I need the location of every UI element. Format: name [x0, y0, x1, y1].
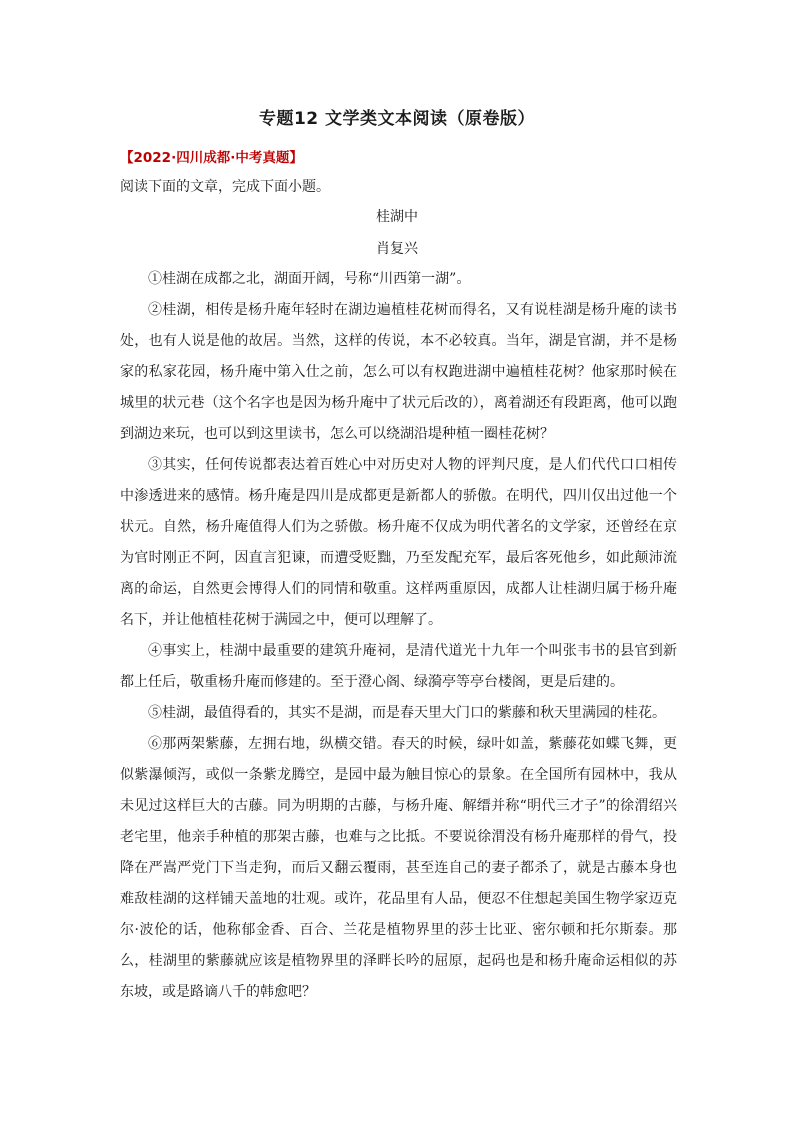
paragraph-4: ④事实上，桂湖中最重要的建筑升庵祠，是清代道光十九年一个叫张韦书的县官到新都上任后，敬重杨升庵而修建的。至于澄心阁、绿漪亭等亭台楼阁，更是后建的。	[120, 643, 677, 690]
paragraph-6: ⑥那两架紫藤，左拥右地，纵横交错。春天的时候，绿叶如盖，紫藤花如蝶飞舞，更似紫瀑倾泻，或似一条紫龙腾空，是园中最为触目惊心的景象。在全国所有园林中，我从未见过这样巨大的古藤。同为明期的古藤，与杨升庵、解缙并称“明代三才子”的徐渭绍兴老宅里，他亲手种植的那架古藤，也难与之比抵。不要说徐渭没有杨升庵那样的骨气，投降在严嵩严党门下当走狗，而后又翻云覆雨，甚至连自己的妻子都杀了，就是古藤本身也难敌桂湖的这样铺天盖地的壮观。或许，花品里有人品，便忍不住想起美国生物学家迈克尔·波伦的话，他称郁金香、百合、兰花是植物界里的莎士比亚、密尔顿和托尔斯泰。那么，桂湖里的紫藤就应该是植物界里的泽畔长吟的屈原，起码也是和杨升庵命运相似的苏东坡，或是路谪八千的韩愈吧？	[120, 736, 677, 1000]
article-title: 桂湖中	[376, 209, 418, 225]
paragraph-3: ③其实，任何传说都表达着百姓心中对历史对人物的评判尺度，是人们代代口口相传中渗透进来的感情。杨升庵是四川是成都更是新都人的骄傲。在明代，四川仅出过他一个状元。自然，杨升庵值得人们为之骄傲。杨升庵不仅成为明代著名的文学家，还曾经在京为官时刚正不阿，因直言犯谏，而遭受贬黜，乃至发配充军，最后客死他乡，如此颠沛流离的命运，自然更会博得人们的同情和敬重。这样两重原因，成都人让桂湖归属于杨升庵名下，并让他植桂花树于满园之中，便可以理解了。	[120, 457, 677, 628]
reading-instruction: 阅读下面的文章，完成下面小题。	[120, 179, 330, 195]
article-author: 肖复兴	[376, 241, 418, 257]
article-body	[120, 264, 677, 1008]
document-title: 专题12 文学类文本阅读（原卷版）	[258, 109, 536, 129]
source-tag: 【2022·四川成都·中考真题】	[120, 150, 303, 166]
paragraph-5: ⑤桂湖，最值得看的，其实不是湖，而是春天里大门口的紫藤和秋天里满园的桂花。	[148, 705, 666, 721]
paragraph-2: ②桂湖，相传是杨升庵年轻时在湖边遍植桂花树而得名，又有说桂湖是杨升庵的读书处，也有人说是他的故居。当然，这样的传说，本不必较真。当年，湖是官湖，并不是杨家的私家花园，杨升庵中第入仕之前，怎么可以有权跑进湖中遍植桂花树？他家那时候在城里的状元巷（这个名字也是因为杨升庵中了状元后改的），离着湖还有段距离，他可以跑到湖边来玩，也可以到这里读书，怎么可以绕湖沿堤种植一圈桂花树？	[120, 302, 677, 442]
paragraph-1: ①桂湖在成都之北，湖面开阔，号称“川西第一湖”。	[148, 271, 471, 287]
